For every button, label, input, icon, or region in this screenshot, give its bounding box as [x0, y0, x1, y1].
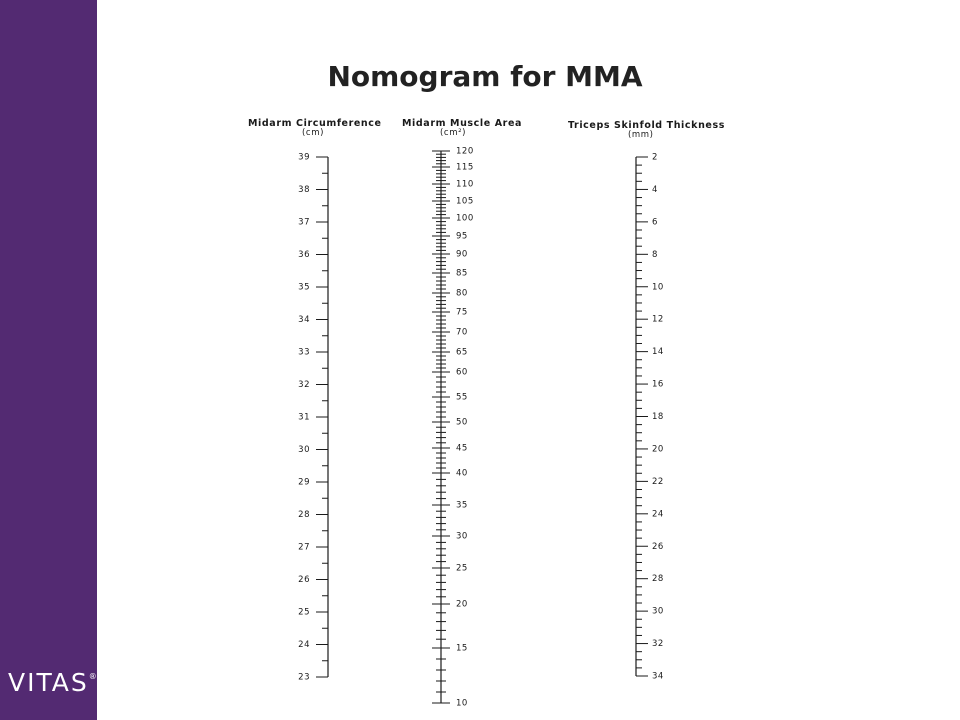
mac-tick-label: 27 [298, 542, 310, 553]
mma-tick-label: 95 [456, 231, 468, 242]
mma-tick-label: 45 [456, 443, 468, 454]
tsf-tick-label: 34 [652, 671, 664, 682]
mac-tick-label: 29 [298, 477, 310, 488]
mma-tick-label: 80 [456, 288, 468, 299]
mma-tick-label: 65 [456, 347, 468, 358]
mma-tick-label: 110 [456, 179, 474, 190]
mma-tick-label: 60 [456, 367, 468, 378]
mma-tick-label: 25 [456, 563, 468, 574]
mma-tick-label: 35 [456, 500, 468, 511]
vitas-logo: VITAS® [8, 668, 97, 697]
mma-tick-label: 50 [456, 417, 468, 428]
tsf-tick-label: 24 [652, 509, 664, 520]
tsf-tick-label: 8 [652, 249, 658, 260]
mma-tick-label: 15 [456, 643, 468, 654]
mma-tick-label: 105 [456, 196, 474, 207]
mac-tick-label: 36 [298, 250, 310, 260]
mac-tick-label: 23 [298, 672, 310, 683]
mac-tick-label: 35 [298, 282, 310, 293]
tsf-tick-label: 10 [652, 282, 664, 293]
tsf-scale-unit: (mm) [628, 130, 654, 140]
page-title: Nomogram for MMA [327, 60, 643, 93]
tsf-tick-label: 30 [652, 606, 664, 617]
mac-tick-label: 34 [298, 315, 310, 325]
mma-tick-label: 100 [456, 213, 474, 224]
mma-tick-label: 85 [456, 268, 468, 279]
mac-tick-label: 25 [298, 607, 310, 618]
mma-tick-label: 40 [456, 468, 468, 479]
mac-tick-label: 26 [298, 575, 310, 585]
mma-tick-label: 120 [456, 146, 474, 157]
mma-tick-label: 90 [456, 249, 468, 260]
tsf-tick-label: 28 [652, 574, 664, 585]
tsf-tick-label: 22 [652, 476, 664, 487]
tsf-tick-label: 12 [652, 314, 664, 325]
mac-tick-label: 39 [298, 152, 310, 163]
tsf-tick-label: 2 [652, 152, 658, 163]
tsf-tick-label: 18 [652, 412, 664, 422]
mac-tick-label: 38 [298, 185, 310, 195]
tsf-tick-label: 6 [652, 217, 658, 228]
mac-tick-label: 28 [298, 510, 310, 520]
mac-tick-label: 33 [298, 347, 310, 358]
tsf-tick-label: 20 [652, 444, 664, 455]
mma-tick-label: 55 [456, 392, 468, 403]
mac-scale-unit: (cm) [302, 128, 324, 138]
mac-tick-label: 31 [298, 412, 310, 423]
tsf-tick-label: 14 [652, 347, 664, 358]
tsf-tick-label: 26 [652, 541, 664, 552]
mac-tick-label: 30 [298, 445, 310, 455]
tsf-tick-label: 32 [652, 639, 664, 650]
mac-tick-label: 24 [298, 640, 310, 650]
tsf-tick-label: 16 [652, 379, 664, 390]
mma-scale-label: Midarm Muscle Area [402, 118, 523, 129]
mma-tick-label: 75 [456, 307, 468, 318]
mma-scale-unit: (cm²) [440, 128, 466, 138]
tsf-tick-label: 4 [652, 184, 658, 195]
tsf-scale-label: Triceps Skinfold Thickness [568, 120, 725, 131]
mac-tick-label: 32 [298, 380, 310, 390]
mma-tick-label: 30 [456, 531, 468, 542]
mma-tick-label: 115 [456, 162, 474, 173]
mac-tick-label: 37 [298, 217, 310, 228]
mma-tick-label: 70 [456, 327, 468, 338]
mac-scale-label: Midarm Circumference [248, 118, 382, 129]
mma-tick-label: 10 [456, 698, 468, 709]
mma-tick-label: 20 [456, 599, 468, 610]
